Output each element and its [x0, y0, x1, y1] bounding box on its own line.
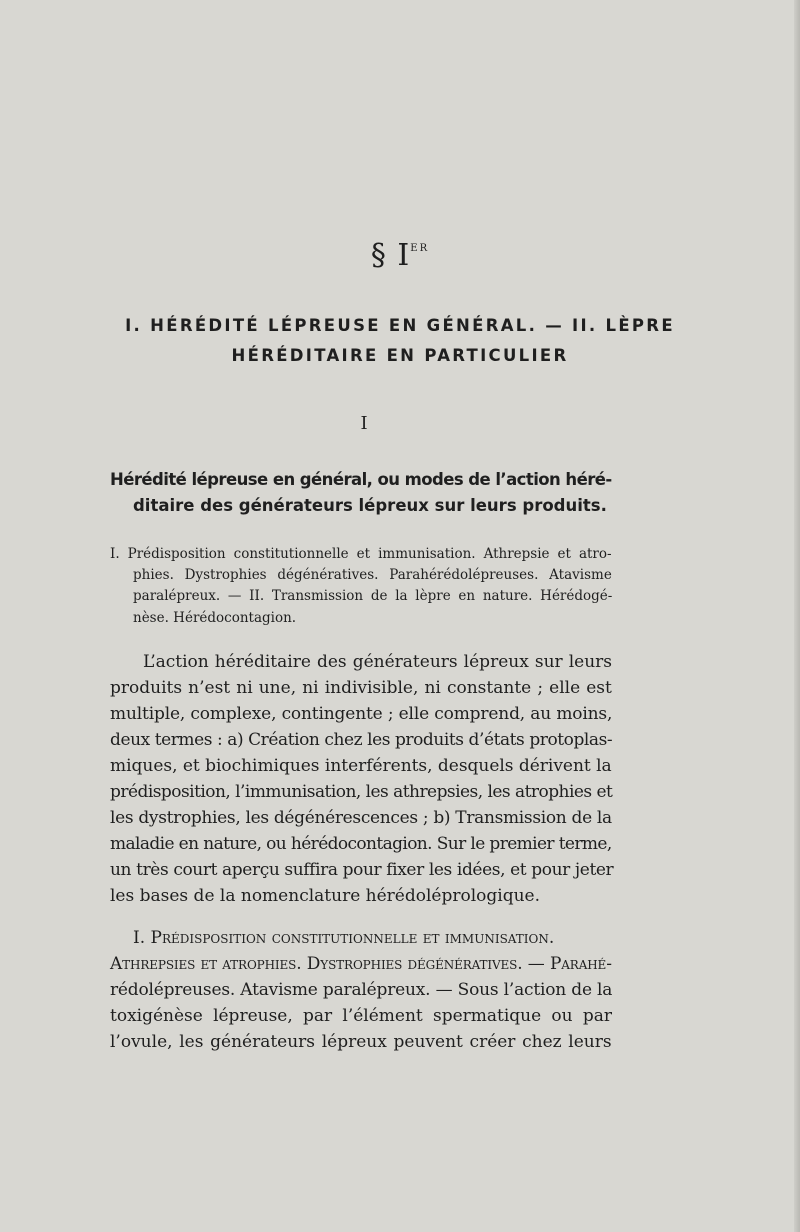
body-line: I. Prédisposition constitutionnelle et immunisation. — [133, 928, 555, 948]
body-line: deux termes : a) Création chez les produits d’états protoplas- — [110, 730, 613, 750]
section-symbol: § I — [370, 238, 411, 273]
body-line: L’action héréditaire des générateurs lépreux sur leurs — [143, 652, 613, 672]
summary-line: phies. Dystrophies dégénératives. Parahérédolépreuses. Atavisme — [133, 567, 612, 583]
body-line: produits n’est ni une, ni indivisible, ni constante ; elle est — [110, 678, 612, 698]
body-line: l’ovule, les générateurs lépreux peuvent créer chez leurs — [110, 1032, 612, 1052]
body-line: les bases de la nomenclature hérédoléprologique. — [110, 886, 540, 906]
summary-line: nèse. Hérédocontagion. — [133, 610, 297, 626]
summary-line: I. Prédisposition constitutionnelle et immunisation. Athrepsie et atro- — [110, 546, 612, 562]
body-line: toxigénèse lépreuse, par l’élément spermatique ou par — [110, 1006, 612, 1026]
page-edge — [794, 0, 800, 1232]
part-heading-line-1: Hérédité lépreuse en général, ou modes de l’action héré- — [110, 470, 612, 489]
part-heading-line-2: ditaire des générateurs lépreux sur leurs produits. — [133, 496, 607, 515]
body-line: maladie en nature, ou hérédocontagion. Sur le premier terme, — [110, 834, 612, 854]
body-line: multiple, complexe, contingente ; elle comprend, au moins, — [110, 704, 613, 724]
chapter-title-line-2: HÉRÉDITAIRE EN PARTICULIER — [231, 346, 569, 365]
section-superscript: ER — [410, 243, 430, 254]
chapter-title-line-1: I. HÉRÉDITÉ LÉPREUSE EN GÉNÉRAL. — II. LÈPRE — [125, 316, 675, 335]
body-line: prédisposition, l’immunisation, les athrepsies, les atrophies et — [110, 782, 613, 802]
section-mark — [0, 238, 800, 273]
summary-line: paralépreux. — II. Transmission de la lèpre en nature. Hérédogé- — [133, 588, 613, 604]
body-line: un très court aperçu suffira pour fixer les idées, et pour jeter — [110, 860, 614, 880]
body-line: rédolépreuses. Atavisme paralépreux. — Sous l’action de la — [110, 980, 613, 1000]
body-line: les dystrophies, les dégénérescences ; b) Transmission de la — [110, 808, 612, 828]
body-line: Athrepsies et atrophies. Dystrophies dégénératives. — Parahé- — [110, 954, 612, 974]
part-number: I — [360, 413, 368, 434]
body-line: miques, et biochimiques interférents, desquels dérivent la — [110, 756, 612, 776]
